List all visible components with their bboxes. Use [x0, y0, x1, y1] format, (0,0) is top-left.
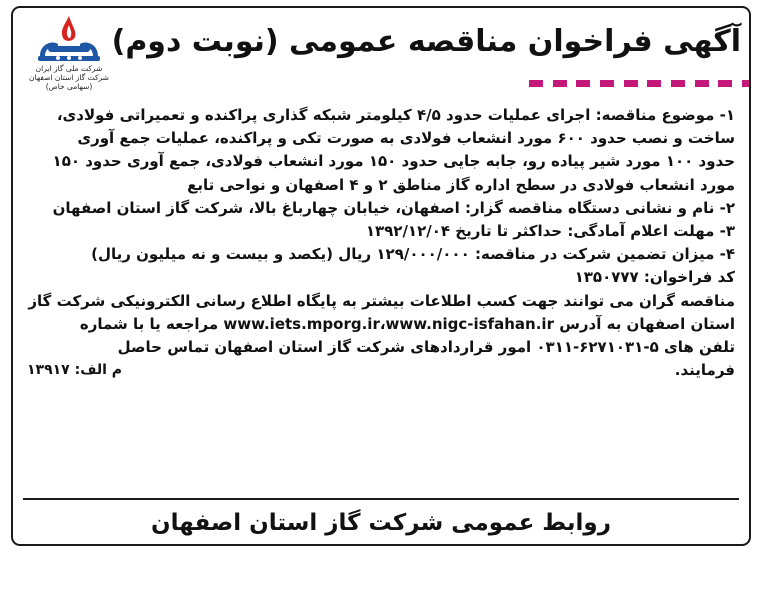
gas-flame-emblem-icon	[34, 14, 104, 64]
logo-company-type: (سهامی خاص)	[45, 82, 93, 91]
info-line-2-suffix: مراجعه یا با شماره	[79, 314, 219, 333]
dash-mark	[576, 80, 590, 87]
item-1-subject-line-4: مورد انشعاب فولادی در سطح اداره گاز مناطق ۲ و ۴ اصفهان و نواحی تابع	[187, 175, 735, 194]
company-logo	[27, 14, 111, 96]
notice-body	[27, 104, 735, 382]
website-links[interactable]: www.iets.mporg.ir،www.nigc-isfahan.ir	[223, 314, 554, 333]
info-line-2	[27, 313, 735, 336]
notice-title: آگهی فراخوان مناقصه عمومی (نوبت دوم)	[111, 24, 741, 59]
dash-mark	[529, 80, 543, 87]
notice-frame	[11, 6, 751, 546]
item-4-guarantee-amount: ۴- میزان تضمین شرکت در مناقصه: ۱۲۹/۰۰۰/۰۰۰ ریال (یکصد و بیست و نه میلیون ریال)	[91, 245, 735, 264]
logo-company-name: شرکت ملی گاز ایران	[35, 64, 103, 73]
info-line-3-phone: تلفن های ۵-۶۲۷۱۰۳۱-۰۳۱۱ امور قراردادهای شرکت گاز استان اصفهان تماس حاصل	[117, 338, 735, 357]
info-line-4: فرمایند.	[674, 361, 735, 380]
info-line-2-prefix: استان اصفهان به آدرس	[559, 314, 735, 333]
call-code: کد فراخوان: ۱۳۵۰۷۷۷	[574, 268, 735, 287]
item-3-deadline: ۳- مهلت اعلام آمادگی: حداکثر تا تاریخ ۱۳۹۲/۱۲/۰۴	[365, 222, 735, 241]
logo-subsidiary-name: شرکت گاز استان اصفهان	[29, 73, 109, 82]
item-2-organizer-address: ۲- نام و نشانی دستگاه مناقصه گزار: اصفهان، خیابان چهارباغ بالا، شرکت گاز استان اصفهان	[52, 198, 735, 217]
item-1-subject-line-3: حدود ۱۰۰ مورد شیر پیاده رو، جابه جایی حدود ۱۵۰ مورد انشعاب فولادی، جمع آوری حدود ۱۵۰	[52, 152, 735, 171]
dash-mark	[553, 80, 567, 87]
dash-mark	[600, 80, 614, 87]
info-line-1: مناقصه گران می توانند جهت کسب اطلاعات بیشتر به پایگاه اطلاع رسانی الکترونیکی شرکت گاز	[28, 291, 735, 310]
info-line-4-row	[27, 359, 735, 382]
footer-divider	[23, 498, 739, 500]
decorative-dash-row	[529, 80, 749, 88]
dash-mark	[695, 80, 709, 87]
item-1-subject-line-2: ساخت و نصب حدود ۶۰۰ مورد انشعاب فولادی به صورت تکی و پراکنده، عملیات جمع آوری	[77, 129, 735, 148]
dash-mark	[671, 80, 685, 87]
dash-mark	[624, 80, 638, 87]
reference-number: م الف: ۱۳۹۱۷	[27, 362, 123, 379]
dash-mark	[647, 80, 661, 87]
footer-public-relations: روابط عمومی شرکت گاز استان اصفهان	[151, 510, 611, 536]
dash-mark	[742, 80, 749, 87]
dash-mark	[718, 80, 732, 87]
item-1-subject-line-1: ۱- موضوع مناقصه: اجرای عملیات حدود ۴/۵ کیلومتر شبکه گذاری پراکنده و تعمیراتی فولادی،	[56, 106, 735, 124]
